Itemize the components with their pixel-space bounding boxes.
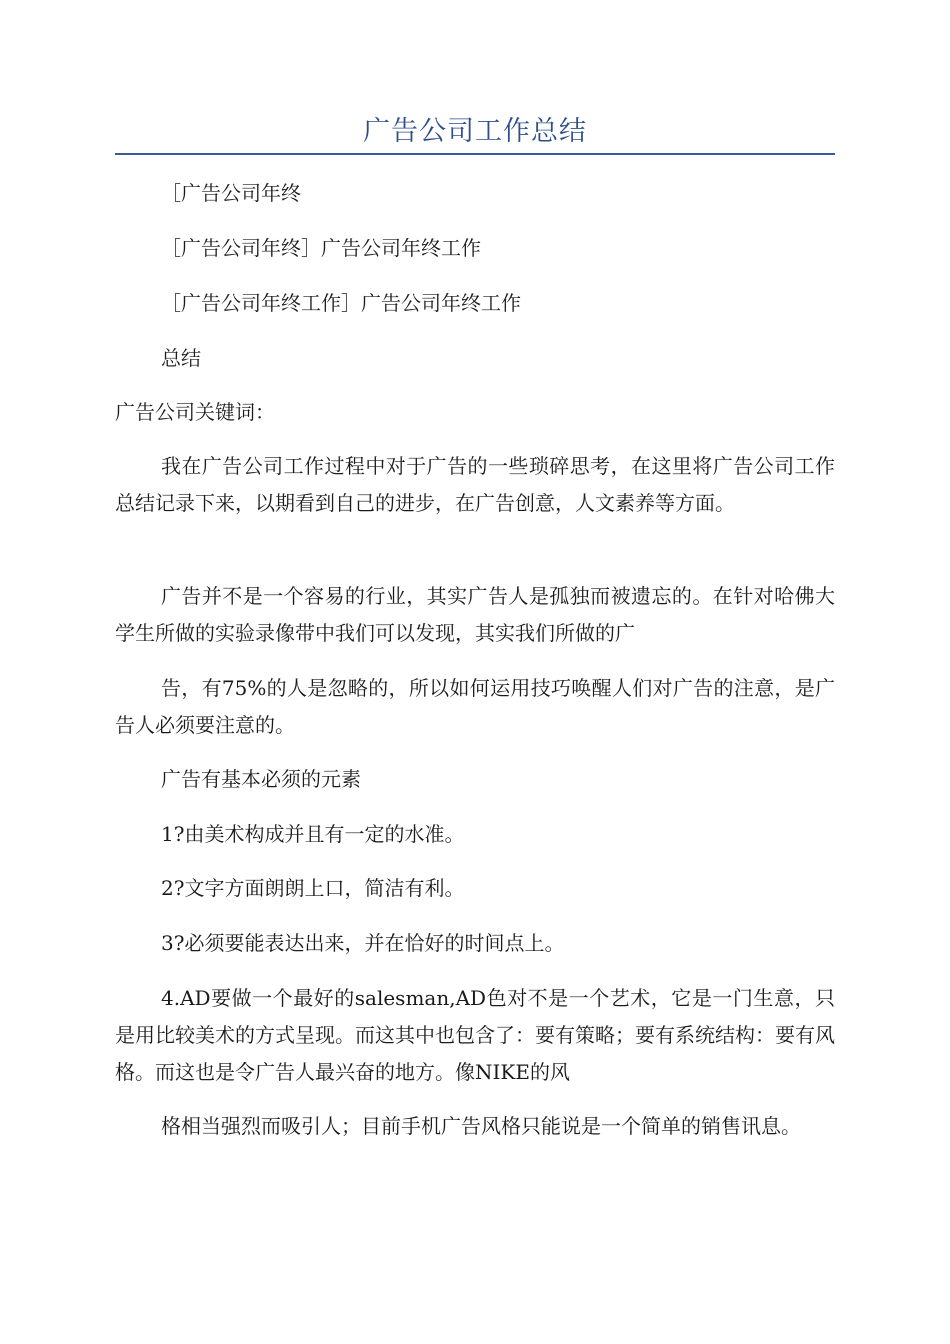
paragraph-4: 总结 xyxy=(161,346,201,370)
paragraph-7: 广告并不是一个容易的行业，其实广告人是孤独而被遗忘的。在针对哈佛大学生所做的实验录像带中我们可以发现，其实我们所做的广 xyxy=(115,584,835,645)
list-item-1: 1?由美术构成并且有一定的水准。 xyxy=(161,822,465,846)
paragraph-3: ［广告公司年终工作］广告公司年终工作 xyxy=(161,291,521,315)
paragraph-6: 我在广告公司工作过程中对于广告的一些琐碎思考，在这里将广告公司工作总结记录下来，以期看到自己的进步，在广告创意，人文素养等方面。 xyxy=(115,454,835,515)
paragraph-8: 告，有75%的人是忽略的，所以如何运用技巧唤醒人们对广告的注意，是广告人必须要注意的。 xyxy=(115,676,835,737)
paragraph-10: 格相当强烈而吸引人；目前手机广告风格只能说是一个简单的销售讯息。 xyxy=(161,1114,801,1138)
paragraph-2: ［广告公司年终］广告公司年终工作 xyxy=(161,236,481,260)
list-item-4: 4.AD要做一个最好的salesman,AD色对不是一个艺术，它是一门生意，只是用比较美术的方式呈现。而这其中也包含了：要有策略；要有系统结构：要有风格。而这也是令广告人最兴奋的地方。像NIKE的风 xyxy=(115,986,835,1084)
paragraph-1: ［广告公司年终 xyxy=(161,181,301,205)
title-underline xyxy=(115,153,835,155)
paragraph-9: 广告有基本必须的元素 xyxy=(161,767,361,791)
document-title: 广告公司工作总结 xyxy=(363,116,587,147)
list-item-2: 2?文字方面朗朗上口，简洁有利。 xyxy=(161,876,465,900)
paragraph-5: 广告公司关键词： xyxy=(115,400,275,424)
list-item-3: 3?必须要能表达出来，并在恰好的时间点上。 xyxy=(161,931,565,955)
